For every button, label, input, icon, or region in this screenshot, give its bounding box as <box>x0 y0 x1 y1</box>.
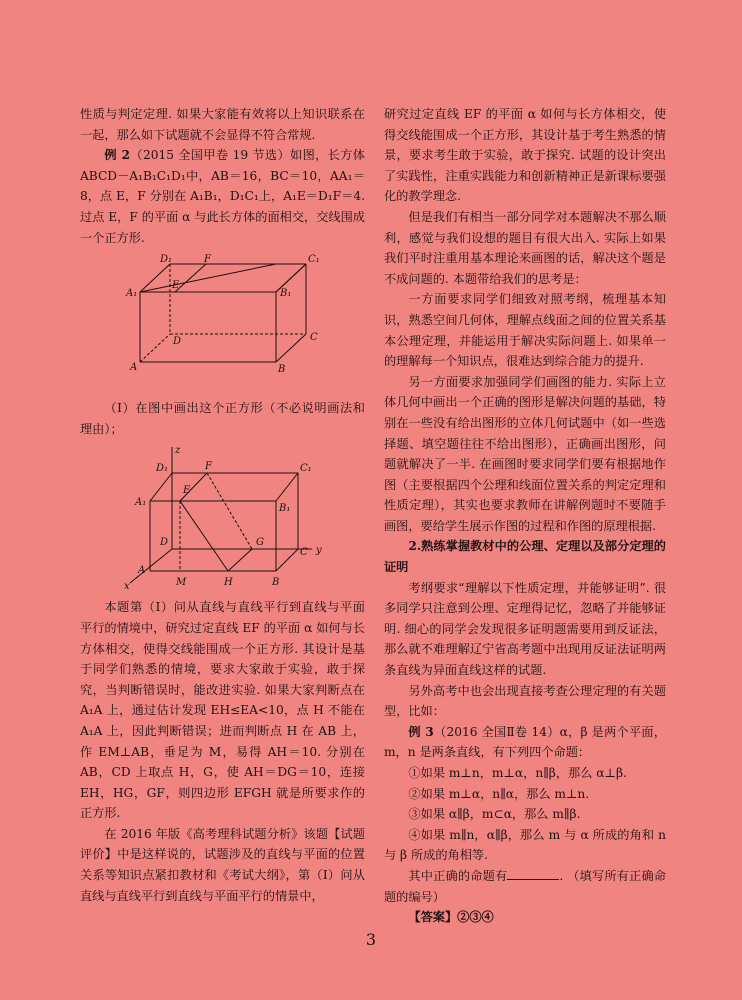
question-text: 其中正确的命题有 <box>408 868 508 883</box>
example-3-body: （2016 全国Ⅱ卷 14）α，β 是两个平面，m，n 是两条直线，有下列四个命题： <box>384 724 666 760</box>
axis-x: x <box>124 581 130 592</box>
paragraph: 性质与判定定理. 如果大家能有效将以上知识联系在一起，那么如下试题就不会显得不符合常规. <box>80 107 365 142</box>
label-D: D <box>173 336 182 348</box>
example-3 <box>384 722 666 763</box>
fill-blank-question <box>384 866 666 907</box>
proposition-item: ④如果 m∥n，α∥β，那么 m 与 α 所成的角和 n 与 β 所成的角相等. <box>384 827 666 863</box>
label-D1: D₁ <box>156 463 169 475</box>
label-B1: B₁ <box>280 288 292 300</box>
cuboid-figure-1 <box>80 252 365 392</box>
answer-blank <box>507 867 559 880</box>
axis-y: y <box>316 545 322 557</box>
label-B1: B₁ <box>279 503 291 515</box>
label-G: G <box>256 537 264 549</box>
label-C1: C₁ <box>308 254 320 266</box>
paragraph: 一方面要求同学们细致对照考纲，梳理基本知识，熟悉空间几何体，理解点线面之间的位置关系基本公理定理，并能运用于解决实际问题上. 如果单一的理解每一个知识点，很难达到综合能力的提升. <box>384 292 666 369</box>
example-2-heading: 例 2 <box>104 148 131 163</box>
page-number: 3 <box>365 930 377 949</box>
left-column <box>80 104 365 906</box>
axis-z: z <box>175 445 181 457</box>
example-2 <box>80 145 365 248</box>
label-E: E <box>172 280 180 292</box>
label-E: E <box>183 485 191 497</box>
label-A1: A₁ <box>135 497 147 509</box>
right-column <box>384 104 666 928</box>
label-D: D <box>160 537 169 549</box>
paragraph: 本题第（Ⅰ）问从直线与直线平行到直线与平面平行的情境中，研究过定直线 EF 的平面 α 如何与长方体相交，使得交线能围成一个正方形. 其设计是基于同学们熟悉的情境，要求大家敢于实验，敢于探究，当判断错误时，能改进实验. 如果大家判断点在 A₁A 上，通过估计发现 EH≤EA<10，点 H 不能在 A₁A 上，因此判断错误；进而判断点 H 在 AB 上，作 EM⊥AB，垂足为 M，易得 AH＝10. 分别在 AB，CD 上取点 H，G，使 AH＝DG＝10，连接 EH，HG，GF，则四边形 EFGH 就是所要求作的正方形. <box>80 600 365 821</box>
label-A1: A₁ <box>126 288 138 300</box>
proposition-item: ③如果 α∥β，m⊂α，那么 m∥β. <box>408 807 581 822</box>
paragraph: 研究过定直线 EF 的平面 α 如何与长方体相交，使得交线能围成一个正方形，其设计基于考生熟悉的情景，要求考生敢于实验，敢于探究. 试题的设计突出了实践性，注重实践能力和创新精神正是新课标要强化的教学理念. <box>384 107 666 204</box>
proposition-item: ①如果 m⊥n，m⊥α，n∥β，那么 α⊥β. <box>408 766 627 780</box>
answer: 【答案】②③④ <box>408 910 494 925</box>
example-2-body: （2015 全国甲卷 19 节选）如图，长方体 ABCD－A₁B₁C₁D₁中，AB＝16，BC＝10，AA₁＝8，点 E，F 分别在 A₁B₁，D₁C₁上，A₁E＝D₁F＝4. 过点 E，F 的平面 α 与此长方体的面相交，交线围成一个正方形. <box>80 148 365 245</box>
question-suffix: . （填写所有正确命题的编号） <box>384 868 667 904</box>
label-C: C <box>310 332 318 344</box>
label-F: F <box>204 254 211 266</box>
label-A: A <box>130 362 138 374</box>
label-F: F <box>205 461 212 473</box>
label-B: B <box>278 364 286 376</box>
label-H: H <box>224 577 233 589</box>
paragraph: 另一方面要求加强同学们画图的能力. 实际上立体几何中画出一个正确的图形是解决问题的基础，特别在一些没有给出图形的立体几何试题中（如一些选择题、填空题往往不给出图形），正确画出图形，问题就解决了一半. 在画图时要求同学们要有根据地作图（主要根据四个公理和线面位置关系的判定定理和性质定理），其实也要求教师在讲解例题时不要随手画图，要给学生展示作图的过程和作图的原理根据. <box>384 374 666 533</box>
paragraph: 考纲要求“理解以下性质定理，并能够证明”. 很多同学只注意到公理、定理得记忆，忽略了并能够证明. 细心的同学会发现很多证明题需要用到反证法，那么就不难理解辽宁省高考题中出现用反证法证明两条直线为异面直线这样的试题. <box>384 580 666 678</box>
label-A: A <box>138 565 146 577</box>
label-B: B <box>272 577 280 589</box>
label-C1: C₁ <box>300 463 312 475</box>
proposition-item: ②如果 m⊥α，n∥α，那么 m⊥n. <box>408 786 590 801</box>
question-1: （Ⅰ）在图中画出这个正方形（不必说明画法和理由）； <box>80 401 365 436</box>
section-heading: 2.熟练掌握教材中的公理、定理以及部分定理的证明 <box>384 539 666 575</box>
paragraph: 另外高考中也会出现直接考查公理定理的有关题型，比如： <box>384 683 666 719</box>
label-C: C <box>300 547 308 559</box>
paragraph: 但是我们有相当一部分同学对本题解决不那么顺利，感觉与我们设想的题目有很大出入. 实际上如果我们平时注重用基本理论来画图的话，解决这个题是不成问题的. 本题带给我们的思考是： <box>384 209 666 286</box>
paragraph: 在 2016 年版《高考理科试题分析》该题【试题评价】中是这样说的，试题涉及的直线与平面的位置关系等知识点紧扣教材和《考试大纲》，第（Ⅰ）问从直线与直线平行到直线与平面平行的情景中， <box>80 826 365 903</box>
label-M: M <box>176 577 187 589</box>
example-3-heading: 例 3 <box>408 724 434 739</box>
cuboid-figure-2 <box>80 443 365 591</box>
label-D1: D₁ <box>160 254 173 266</box>
